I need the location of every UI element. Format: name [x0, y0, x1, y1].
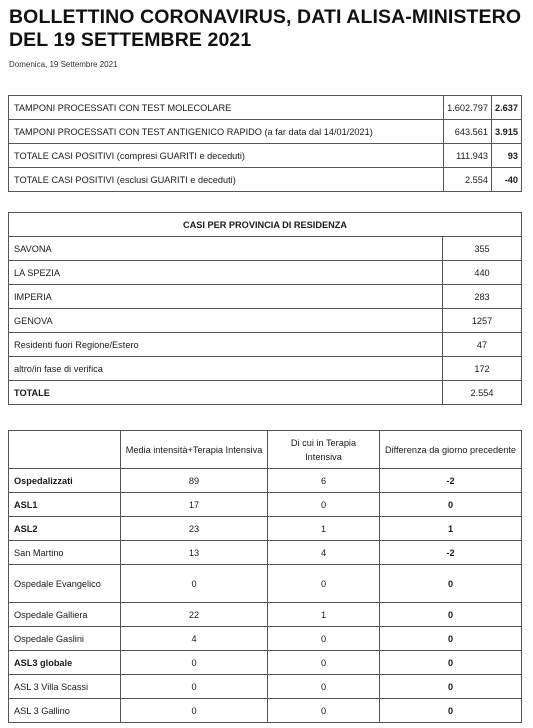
- table-row: [9, 699, 522, 723]
- summary-delta: -40: [491, 168, 521, 192]
- table-row: [9, 309, 522, 333]
- province-table: [8, 212, 522, 405]
- table-row: [9, 651, 522, 675]
- table-row: [9, 261, 522, 285]
- table-row: [9, 603, 522, 627]
- hospital-ti: 0: [268, 675, 380, 699]
- hospital-diff: 1: [380, 517, 522, 541]
- hospital-ti: 1: [268, 603, 380, 627]
- hospital-name: ASL3 globale: [9, 651, 121, 675]
- hospital-media: 0: [121, 565, 268, 603]
- table-row: [9, 357, 522, 381]
- province-total-label: TOTALE: [9, 381, 443, 405]
- province-name: altro/in fase di verifica: [9, 357, 443, 381]
- column-header: [9, 431, 121, 469]
- table-row: [9, 469, 522, 493]
- hospital-ti: 4: [268, 541, 380, 565]
- hospital-diff: 0: [380, 493, 522, 517]
- table-row: [9, 517, 522, 541]
- province-value: 283: [443, 285, 522, 309]
- province-value: 355: [443, 237, 522, 261]
- hospital-media: 17: [121, 493, 268, 517]
- hospital-ti: 0: [268, 651, 380, 675]
- province-value: 172: [443, 357, 522, 381]
- province-value: 1257: [443, 309, 522, 333]
- table-row: [9, 237, 522, 261]
- province-name: Residenti fuori Regione/Estero: [9, 333, 443, 357]
- table-header-row: [9, 431, 522, 469]
- summary-value: 643.561: [444, 120, 492, 144]
- hospital-name: San Martino: [9, 541, 121, 565]
- hospital-diff: 0: [380, 603, 522, 627]
- table-row-total: [9, 381, 522, 405]
- column-header: Differenza da giorno precedente: [380, 431, 522, 469]
- table-row: [9, 168, 522, 192]
- hospital-diff: 0: [380, 651, 522, 675]
- column-header: Media intensità+Terapia Intensiva: [121, 431, 268, 469]
- table-row: [9, 493, 522, 517]
- hospital-name: ASL 3 Gallino: [9, 699, 121, 723]
- hospital-media: 13: [121, 541, 268, 565]
- hospital-ti: 0: [268, 699, 380, 723]
- hospital-ti: 0: [268, 627, 380, 651]
- summary-label: TAMPONI PROCESSATI CON TEST ANTIGENICO RAPIDO (a far data dal 14/01/2021): [9, 120, 444, 144]
- table-row: [9, 565, 522, 603]
- page-title: BOLLETTINO CORONAVIRUS, DATI ALISA-MINISTERO DEL 19 SETTEMBRE 2021: [9, 6, 522, 51]
- hospital-media: 22: [121, 603, 268, 627]
- table-row: [9, 285, 522, 309]
- hospital-media: 0: [121, 699, 268, 723]
- table-row: [9, 96, 522, 120]
- summary-delta: 2.637: [491, 96, 521, 120]
- hospital-media: 0: [121, 651, 268, 675]
- hospital-name: Ospedale Galliera: [9, 603, 121, 627]
- hospital-media: 4: [121, 627, 268, 651]
- province-name: SAVONA: [9, 237, 443, 261]
- hospital-media: 89: [121, 469, 268, 493]
- hospital-ti: 1: [268, 517, 380, 541]
- hospital-diff: 0: [380, 627, 522, 651]
- hospital-name: ASL2: [9, 517, 121, 541]
- province-name: IMPERIA: [9, 285, 443, 309]
- hospital-diff: -2: [380, 541, 522, 565]
- summary-label: TAMPONI PROCESSATI CON TEST MOLECOLARE: [9, 96, 444, 120]
- province-total-value: 2.554: [443, 381, 522, 405]
- table-row: [9, 675, 522, 699]
- hospital-name: ASL 3 Villa Scassi: [9, 675, 121, 699]
- hospital-ti: 0: [268, 493, 380, 517]
- hospital-media: 0: [121, 675, 268, 699]
- table-row: [9, 333, 522, 357]
- hospital-diff: 0: [380, 675, 522, 699]
- hospital-media: 23: [121, 517, 268, 541]
- province-name: GENOVA: [9, 309, 443, 333]
- summary-table: [8, 95, 522, 192]
- hospital-name: Ospedale Gaslini: [9, 627, 121, 651]
- hospital-diff: -2: [380, 469, 522, 493]
- summary-value: 111.943: [444, 144, 492, 168]
- hospital-name: Ospedale Evangelico: [9, 565, 121, 603]
- hospital-diff: 0: [380, 699, 522, 723]
- province-value: 440: [443, 261, 522, 285]
- summary-delta: 93: [491, 144, 521, 168]
- table-header-row: [9, 213, 522, 237]
- hospital-ti: 0: [268, 565, 380, 603]
- summary-value: 1.602.797: [444, 96, 492, 120]
- hospital-diff: 0: [380, 565, 522, 603]
- summary-value: 2.554: [444, 168, 492, 192]
- table-row: [9, 144, 522, 168]
- hospital-ti: 6: [268, 469, 380, 493]
- hospitalization-table: [8, 430, 522, 723]
- hospital-name: Ospedalizzati: [9, 469, 121, 493]
- table-row: [9, 627, 522, 651]
- hospital-name: ASL1: [9, 493, 121, 517]
- summary-delta: 3.915: [491, 120, 521, 144]
- summary-label: TOTALE CASI POSITIVI (esclusi GUARITI e deceduti): [9, 168, 444, 192]
- province-table-heading: CASI PER PROVINCIA DI RESIDENZA: [9, 213, 522, 237]
- province-name: LA SPEZIA: [9, 261, 443, 285]
- summary-label: TOTALE CASI POSITIVI (compresi GUARITI e deceduti): [9, 144, 444, 168]
- table-row: [9, 541, 522, 565]
- table-row: [9, 120, 522, 144]
- province-value: 47: [443, 333, 522, 357]
- publication-date: Domenica, 19 Settembre 2021: [9, 60, 118, 69]
- column-header: Di cui in Terapia Intensiva: [268, 431, 380, 469]
